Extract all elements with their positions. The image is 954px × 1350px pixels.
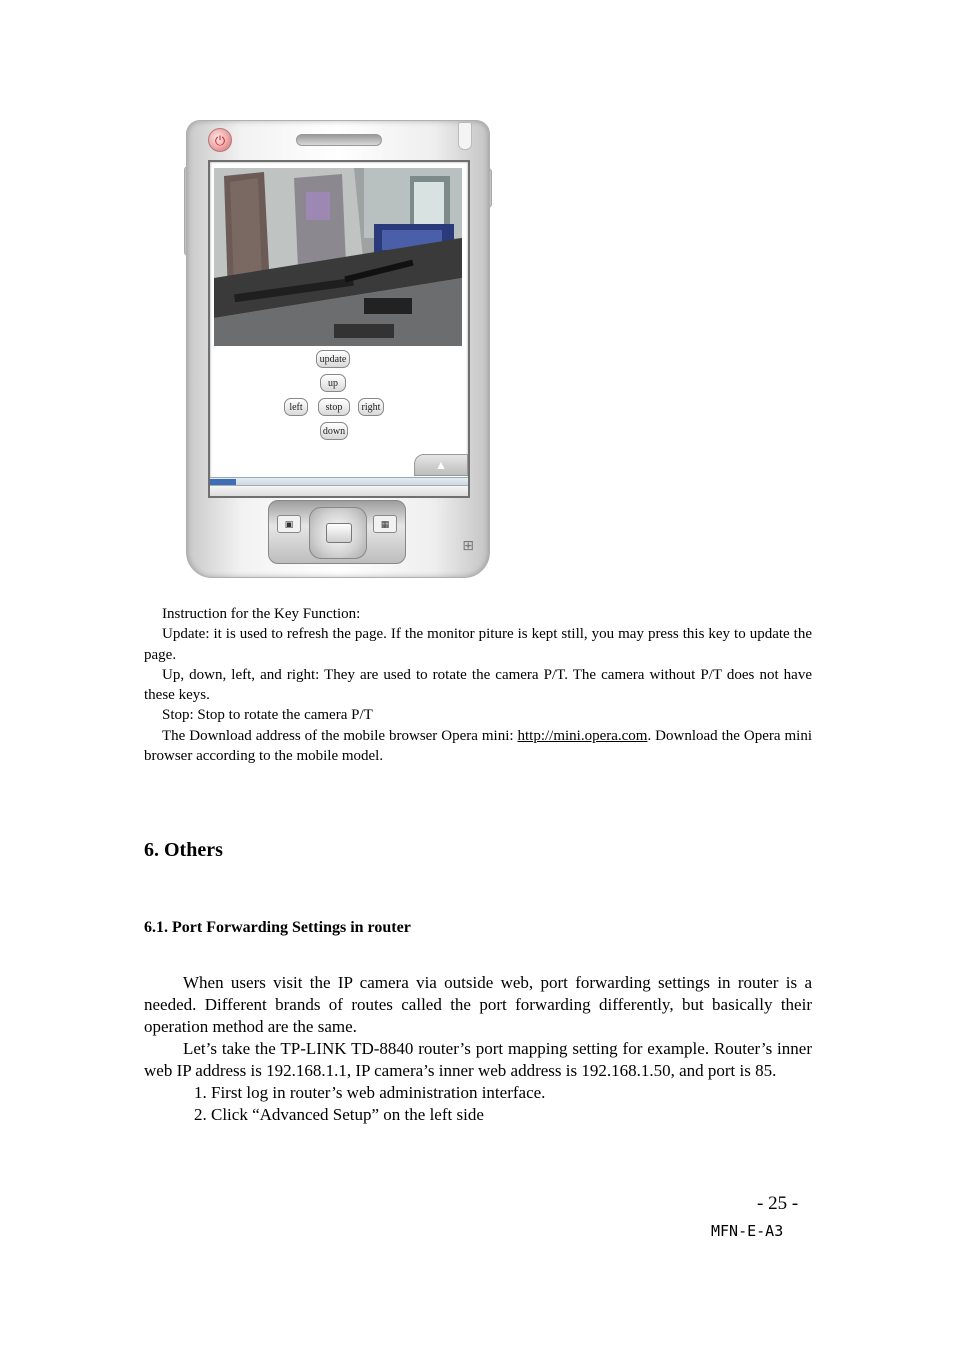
instruction-stop: Stop: Stop to rotate the camera P/T <box>162 707 373 724</box>
download-suffix: . Download the Opera mini browser according to the mobile model. <box>144 727 812 765</box>
port-forwarding-body <box>144 972 812 1126</box>
camera-feed-image <box>214 168 462 346</box>
instruction-update: Update: it is used to refresh the page. If the monitor piture is kept still, you may press this key to update the page. <box>144 626 812 663</box>
power-icon: ⏻ <box>208 128 232 152</box>
instructions-heading: Instruction for the Key Function: <box>162 606 361 622</box>
instruction-rotate: Up, down, left, and right: They are used to rotate the camera P/T. The camera without P/T does not have these keys. <box>144 666 812 704</box>
stop-button[interactable]: stop <box>318 398 350 416</box>
page-number: - 25 - <box>757 1193 799 1214</box>
pda-screen <box>208 160 470 498</box>
camera-scene-picture <box>214 168 462 346</box>
up-button[interactable]: up <box>320 374 346 392</box>
calendar-icon: ▣ <box>277 515 301 533</box>
screen-status-bar <box>210 485 468 496</box>
pda-device-figure <box>186 120 490 578</box>
section-title: 6. Others <box>144 839 223 861</box>
key-function-instructions <box>144 604 812 766</box>
update-button[interactable]: update <box>316 350 350 368</box>
instruction-download <box>144 726 812 767</box>
download-prefix: The Download address of the mobile browser Opera mini: <box>162 727 518 744</box>
paragraph-intro: When users visit the IP camera via outside web, port forwarding settings in router is a needed. Different brands of routes called the port forwarding differently, but basically their operation method are the same. <box>144 973 812 1036</box>
subsection-title: 6.1. Port Forwarding Settings in router <box>144 919 411 936</box>
contacts-icon: ▦ <box>373 515 397 533</box>
windows-logo-icon: ⊞ <box>462 538 474 554</box>
hardware-navigation-plate <box>268 500 406 564</box>
list-item: 2. Click “Advanced Setup” on the left side <box>211 1104 812 1126</box>
scroll-up-icon[interactable]: ▲ <box>414 454 468 476</box>
left-button[interactable]: left <box>284 398 308 416</box>
dpad-icon <box>309 507 367 559</box>
dpad-center-icon <box>326 523 352 543</box>
list-item: 1. First log in router’s web administration interface. <box>211 1082 812 1104</box>
speaker-grille <box>296 134 382 146</box>
paragraph-example: Let’s take the TP-LINK TD-8840 router’s port mapping setting for example. Router’s inner web IP address is 192.168.1.1, IP camera’s inner web address is 192.168.1.50, and port is 85. <box>144 1039 812 1080</box>
down-button[interactable]: down <box>320 422 348 440</box>
steps-list <box>144 1082 812 1126</box>
right-button[interactable]: right <box>358 398 384 416</box>
document-id: MFN-E-A3 <box>711 1222 784 1240</box>
opera-mini-link[interactable]: http://mini.opera.com <box>517 727 648 744</box>
stylus-icon <box>458 122 472 150</box>
